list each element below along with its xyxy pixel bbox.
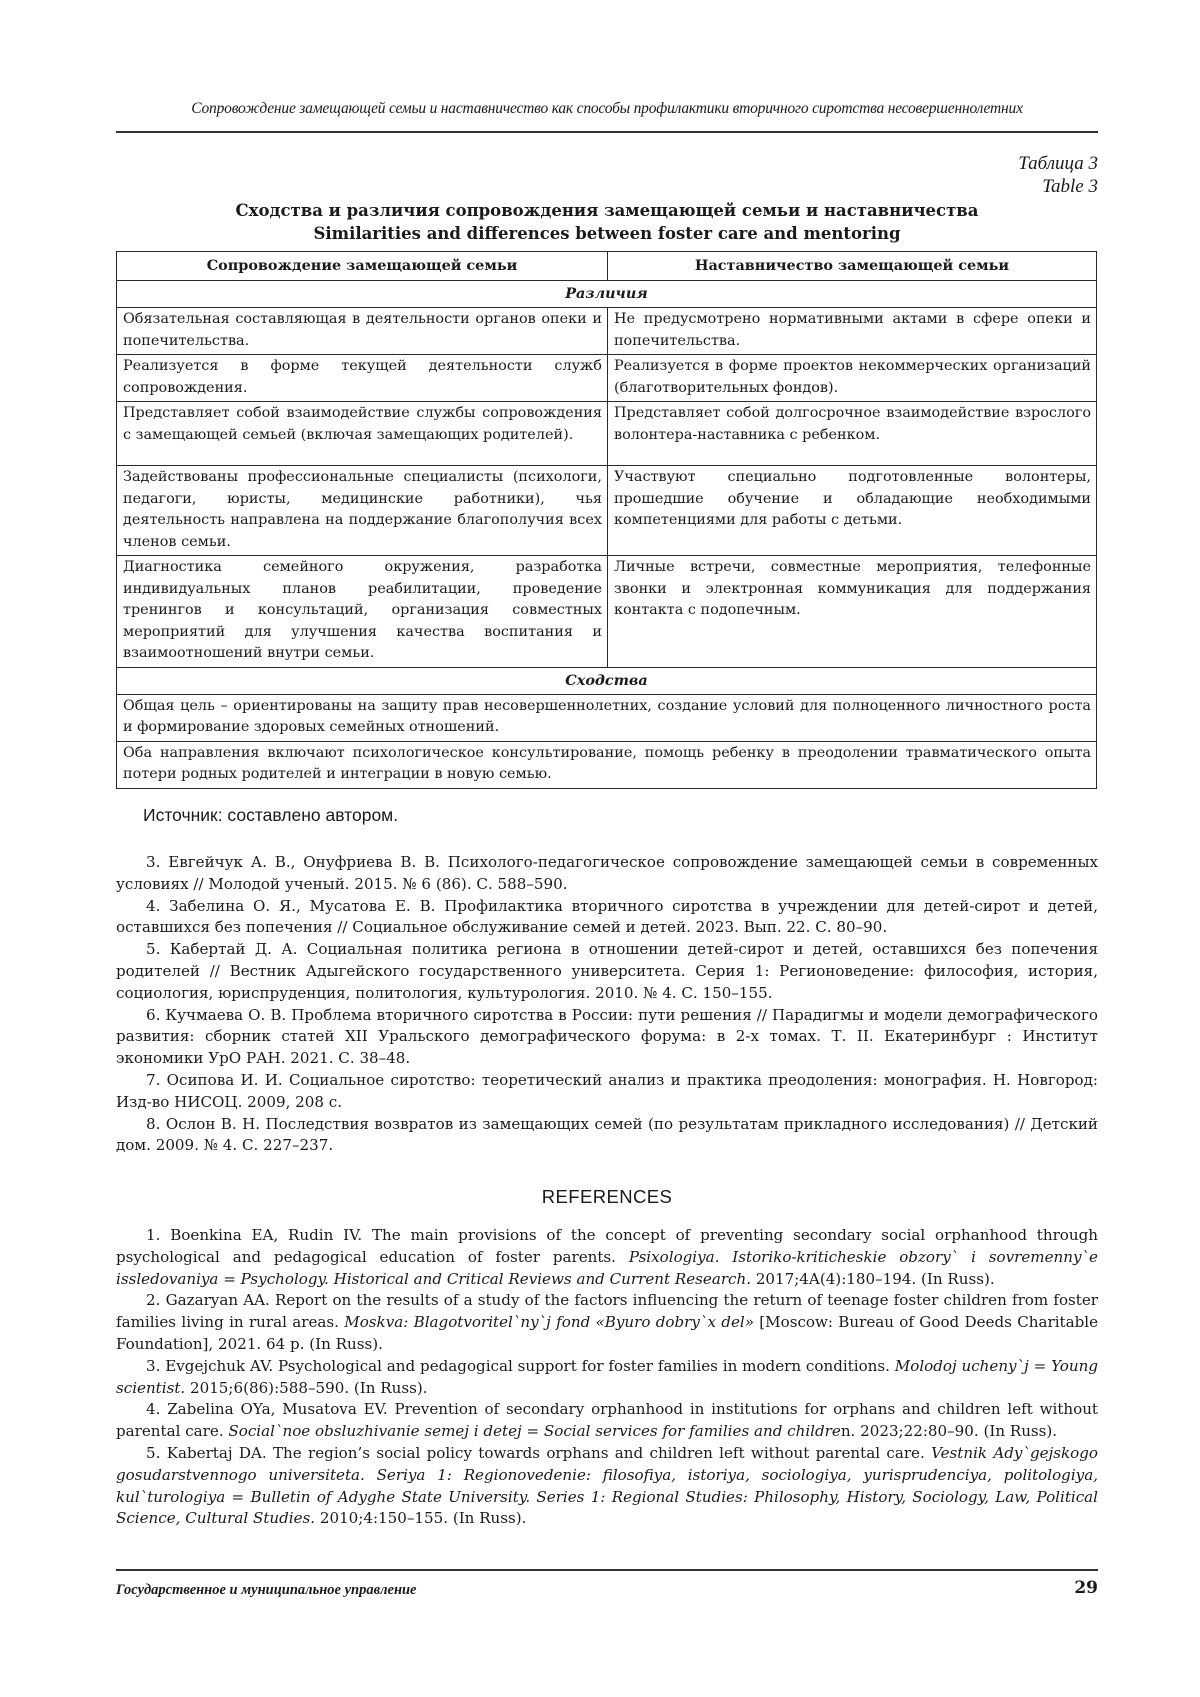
table-row — [117, 556, 1097, 668]
reference-item: 7. Осипова И. И. Социальное сиротство: теоретический анализ и практика преодоления: монография. Н. Новгород: Изд-во НИСОЦ. 2009, 208 с. — [116, 1070, 1098, 1111]
reference-item: 5. Кабертай Д. А. Социальная политика региона в отношении детей-сирот и детей, оставшихся без попечения родителей // Вестник Адыгейского государственного университета. Серия 1: Регионоведение: философия, история, социология, юриспруденция, политология, культурология. 2010. № 4. С. 150–155. — [116, 940, 1098, 1002]
references-ru-list — [116, 852, 1098, 1157]
reference-item: 8. Ослон В. Н. Последствия возвратов из замещающих семей (по результатам прикладного исследования) // Детский дом. 2009. № 4. С. 227–237. — [116, 1114, 1098, 1155]
table-cell: Общая цель – ориентированы на защиту прав несовершеннолетних, создание условий для полноценного личностного роста и формирование здоровых семейных отношений. — [117, 694, 1097, 741]
table-row — [117, 402, 1097, 466]
table-cell: Оба направления включают психологическое консультирование, помощь ребенку в преодолении травматического опыта потери родных родителей и интеграции в новую семью. — [117, 741, 1097, 788]
reference-text: 3. Evgejchuk AV. Psychological and pedagogical support for foster families in modern conditions. — [146, 1356, 895, 1375]
reference-item — [116, 1443, 1098, 1530]
column-header: Наставничество замещающей семьи — [607, 252, 1096, 281]
section-label-similarities: Сходства — [117, 667, 1097, 694]
reference-text: 5. Kabertaj DA. The region’s social policy towards orphans and children left without parental care. — [146, 1443, 932, 1462]
table-row — [117, 741, 1097, 788]
page-number: 29 — [1074, 1578, 1098, 1598]
table-cell: Представляет собой долгосрочное взаимодействие взрослого волонтера-наставника с ребенком. — [607, 402, 1096, 466]
table-row — [117, 355, 1097, 402]
reference-source: Molodoj ucheny`j = Young scientist. — [116, 1356, 1098, 1397]
reference-source: Vestnik Ady`gejskogo gosudarstvennogo universiteta. Seriya 1: Regionovedenie: filosofiya, istoriya, sociologiya, yurisprudenciya, politologiya, kul`turologiya = Bulletin of Adyghe State University. Series 1: Regional Studies: Philosophy, History, Sociology, Law, Political Science, Cultural Studies. — [116, 1443, 1099, 1528]
table-number-en: Table 3 — [1042, 176, 1098, 197]
table-cell: Обязательная составляющая в деятельности органов опеки и попечительства. — [117, 308, 608, 355]
journal-name: Государственное и муниципальное управление — [116, 1582, 417, 1598]
table-cell: Участвуют специально подготовленные волонтеры, прошедшие обучение и обладающие необходимыми компетенциями для работы с детьми. — [607, 466, 1096, 556]
reference-item — [116, 1225, 1098, 1290]
reference-details: 2017;4A(4):180–194. (In Russ). — [751, 1269, 995, 1288]
comparison-table — [116, 251, 1097, 789]
table-row — [117, 308, 1097, 355]
header-divider — [116, 131, 1098, 133]
reference-item — [116, 1290, 1098, 1355]
reference-source: Social`noe obsluzhivanie semej i detej = Social services for families and childre — [228, 1422, 841, 1441]
reference-item: 6. Кучмаева О. В. Проблема вторичного сиротства в России: пути решения // Парадигмы и модели демографического развития: сборник статей XII Уральского демографического форума: в 2-х томах. Т. II. Екатеринбург : Институт экономики УрО РАН. 2021. С. 38–48. — [116, 1005, 1098, 1068]
table-cell: Не предусмотрено нормативными актами в сфере опеки и попечительства. — [607, 308, 1096, 355]
table-title-ru: Сходства и различия сопровождения замещающей семьи и наставничества — [235, 201, 979, 220]
table-cell: Реализуется в форме текущей деятельности служб сопровождения. — [117, 355, 608, 402]
table-header-row — [117, 252, 1097, 281]
reference-source: Moskva: Blagotvoritel`ny`j fond «Byuro dobry`x del» — [344, 1313, 754, 1332]
references-heading: REFERENCES — [541, 1186, 673, 1207]
reference-details: 2015;6(86):588–590. (In Russ). — [185, 1378, 428, 1397]
reference-item: 4. Забелина О. Я., Мусатова Е. В. Профилактика вторичного сиротства в учреждении для детей-сирот и детей, оставшихся без попечения // Социальное обслуживание семей и детей. 2023. Вып. 22. С. 80–90. — [116, 896, 1098, 937]
table-cell: Представляет собой взаимодействие службы сопровождения с замещающей семьей (включая замещающих родителей). — [117, 402, 608, 466]
table-number — [116, 152, 1098, 198]
section-row-differences — [117, 281, 1097, 308]
table-row — [117, 694, 1097, 741]
section-label-differences: Различия — [117, 281, 1097, 308]
reference-details: 2010;4:150–155. (In Russ). — [315, 1509, 527, 1528]
reference-item: 3. Евгейчук А. В., Онуфриева В. В. Психолого-педагогическое сопровождение замещающей семьи в современных условиях // Молодой ученый. 2015. № 6 (86). С. 588–590. — [116, 853, 1098, 893]
section-row-similarities — [117, 667, 1097, 694]
reference-details: n. 2023;22:80–90. (In Russ). — [840, 1422, 1058, 1441]
table-cell: Реализуется в форме проектов некоммерческих организаций (благотворительных фондов). — [607, 355, 1096, 402]
table-number-ru: Таблица 3 — [1018, 153, 1098, 174]
table-title-en: Similarities and differences between foster care and mentoring — [313, 224, 901, 243]
table-cell: Диагностика семейного окружения, разработка индивидуальных планов реабилитации, проведение тренингов и консультаций, организация совместных мероприятий для улучшения качества воспитания и взаимоотношений внутри семьи. — [117, 556, 608, 668]
reference-text: 2. Gazaryan AA. Report on the results of a study of the factors influencing the return of teenage foster children from foster families living in rural areas. — [116, 1291, 1098, 1332]
running-title: Сопровождение замещающей семьи и наставничество как способы профилактики вторичного сиротства несовершеннолетних — [191, 100, 1023, 117]
footer-divider — [116, 1569, 1098, 1571]
table-cell: Личные встречи, совместные мероприятия, телефонные звонки и электронная коммуникация для поддержания контакта с подопечным. — [607, 556, 1096, 668]
table-cell: Задействованы профессиональные специалисты (психологи, педагоги, юристы, медицинские работники), чья деятельность направлена на поддержание благополучия всех членов семьи. — [117, 466, 608, 556]
reference-item — [116, 1356, 1098, 1400]
reference-item — [116, 1399, 1098, 1443]
reference-details: [Moscow: Bureau of Good Deeds Charitable Foundation], 2021. 64 p. (In Russ). — [116, 1313, 1099, 1353]
table-row — [117, 466, 1097, 556]
table-source: Источник: составлено автором. — [143, 805, 399, 825]
reference-text: 4. Zabelina OYa, Musatova EV. Prevention of secondary orphanhood in institutions for orphans and children left without parental care. — [116, 1400, 1098, 1441]
reference-source: Psixologiya. Istoriko-kriticheskie obzory` i sovremenny`e issledovaniya = Psychology. Historical and Critical Reviews and Current Research. — [116, 1247, 1098, 1288]
table-title — [116, 199, 1098, 245]
reference-text: 1. Boenkina EA, Rudin IV. The main provisions of the concept of preventing secondary social orphanhood through psychological and pedagogical education of foster parents. — [116, 1226, 1098, 1266]
column-header: Сопровождение замещающей семьи — [117, 252, 608, 281]
references-en-list — [116, 1225, 1098, 1530]
